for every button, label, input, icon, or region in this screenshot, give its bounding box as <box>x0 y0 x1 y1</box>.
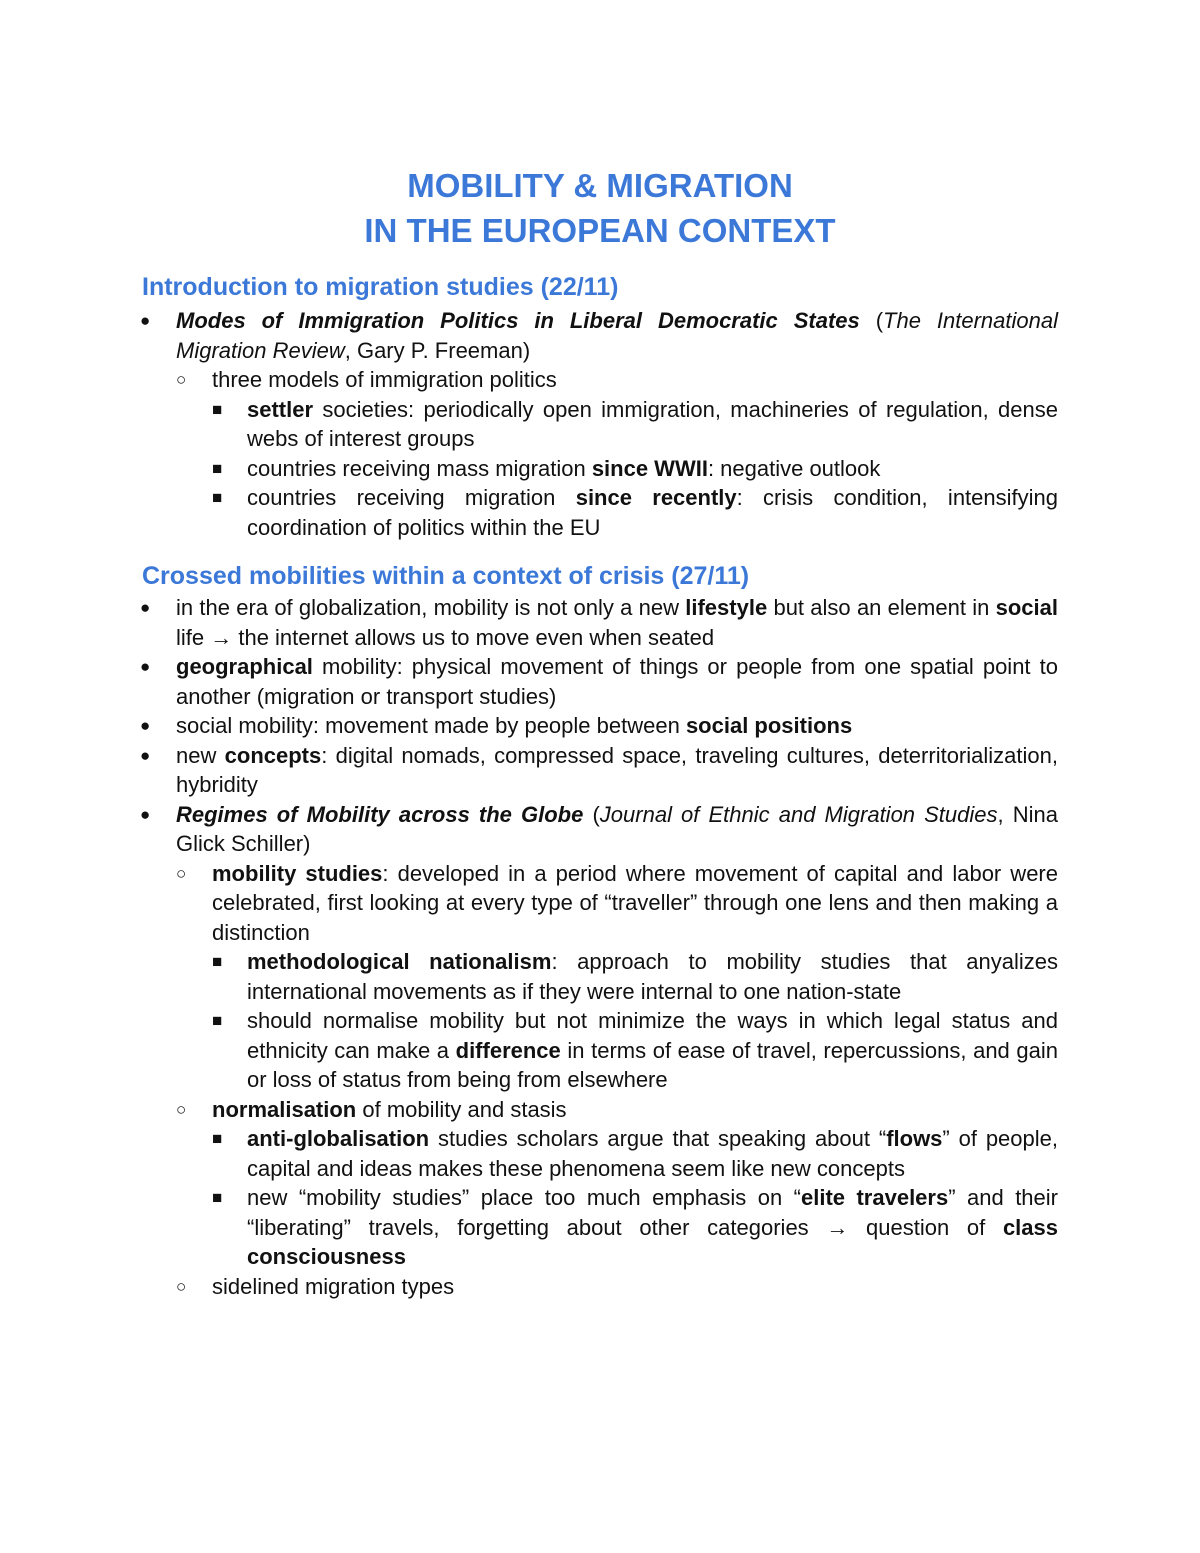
bullet-disc-icon: ● <box>140 716 151 735</box>
list-item: ○ normalisation of mobility and stasis <box>0 1095 1200 1125</box>
journal-name: Journal of Ethnic and Migration Studies <box>599 801 998 827</box>
list-item: ■ new “mobility studies” place too much emphasis on “elite travelers” and their “liberating” travels, forgetting about other categories → question of class consciousness <box>212 1185 1058 1269</box>
bullet-circle-icon: ○ <box>176 1276 187 1296</box>
list-item: ■ anti-globalisation studies scholars argue that speaking about “flows” of people, capital and ideas makes these phenomena seem like new concepts <box>212 1126 1058 1181</box>
document-title-line-2: IN THE EUROPEAN CONTEXT <box>364 212 836 249</box>
list-item: ■ should normalise mobility but not minimize the ways in which legal status and ethnicity can make a difference in terms of ease of travel, repercussions, and gain or loss of status from being from elsewhere <box>212 1008 1058 1092</box>
bullet-circle-icon: ○ <box>176 370 187 389</box>
bullet-disc-icon: ● <box>140 745 151 765</box>
list-item: ● geographical mobility: physical movement of things or people from one spatial point to another (migration or transport studies) <box>140 654 1058 709</box>
article-title: Modes of Immigration Politics in Liberal Democratic States <box>176 308 860 333</box>
list-item: ● Regimes of Mobility across the Globe (Journal of Ethnic and Migration Studies, Nina Glick Schiller) <box>140 801 1058 856</box>
list-item: ○ mobility studies: developed in a period where movement of capital and labor were celebrated, first looking at every type of “traveller” through one lens and then making a distinction <box>176 860 1058 945</box>
bullet-circle-icon: ○ <box>176 1099 187 1119</box>
bullet-square-icon: ■ <box>212 952 223 971</box>
list-item: ● Modes of Immigration Politics in Liberal Democratic States (The International Migration Review, Gary P. Freeman) <box>140 308 1058 363</box>
bullet-square-icon: ■ <box>212 488 223 507</box>
bullet-square-icon: ■ <box>212 1011 223 1030</box>
list-item: ■ countries receiving mass migration since WWII: negative outlook <box>0 454 1200 484</box>
bullet-disc-icon: ● <box>140 311 151 330</box>
list-item: ● social mobility: movement made by people between social positions <box>0 711 1200 741</box>
bullet-disc-icon: ● <box>140 657 151 676</box>
bullet-disc-icon: ● <box>140 598 151 617</box>
bullet-square-icon: ■ <box>212 1129 223 1148</box>
list-item: ○ sidelined migration types <box>0 1272 1200 1302</box>
article-title: Regimes of Mobility across the Globe <box>176 801 584 827</box>
bullet-square-icon: ■ <box>212 458 223 478</box>
list-item: ■ countries receiving migration since recently: crisis condition, intensifying coordination of politics within the EU <box>212 485 1058 540</box>
list-item: ■ settler societies: periodically open immigration, machineries of regulation, dense webs of interest groups <box>212 396 1058 451</box>
section-heading-crossed-mobilities: Crossed mobilities within a context of crisis (27/11) <box>142 562 750 590</box>
bullet-disc-icon: ● <box>140 804 151 824</box>
list-item: ■ methodological nationalism: approach to mobility studies that anyalizes international movements as if they were internal to one nation-state <box>212 949 1059 1004</box>
journal-name: The International Migration Review <box>176 308 1058 363</box>
bullet-square-icon: ■ <box>212 399 223 419</box>
list-item: ○ three models of immigration politics <box>0 365 1200 395</box>
list-item: ● new concepts: digital nomads, compressed space, traveling cultures, deterritorialization, hybridity <box>140 742 1058 797</box>
section-intro-list <box>0 306 1200 542</box>
section-heading-intro: Introduction to migration studies (22/11) <box>142 273 619 301</box>
document-title-line-1: MOBILITY & MIGRATION <box>407 167 793 204</box>
list-item: ● in the era of globalization, mobility is not only a new lifestyle but also an element in social life → the internet allows us to move even when seated <box>140 595 1058 650</box>
section-crossed-mobilities-list <box>0 593 1200 1301</box>
bullet-circle-icon: ○ <box>176 863 187 883</box>
bullet-square-icon: ■ <box>212 1188 223 1207</box>
